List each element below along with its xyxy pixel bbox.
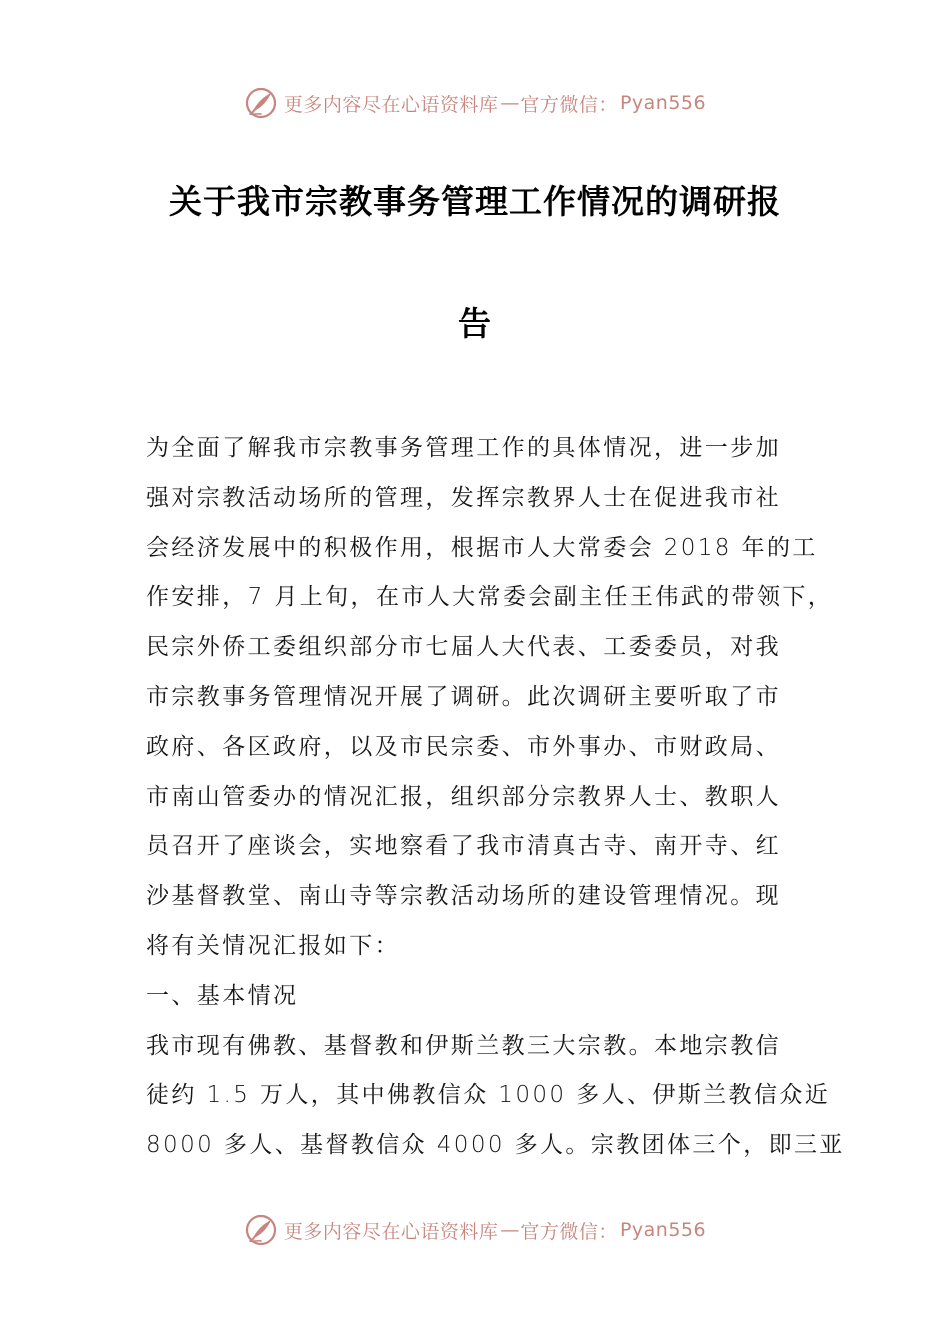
document-body [146,424,845,1171]
footer-watermark [0,1213,950,1247]
body-line: 我市现有佛教、基督教和伊斯兰教三大宗教。本地宗教信 [146,1032,781,1059]
body-line: 员召开了座谈会，实地察看了我市清真古寺、南开寺、红 [146,833,781,860]
body-line: 徒约 1.5 万人，其中佛教信众 1000 多人、伊斯兰教信众近 [146,1082,831,1109]
body-line: 作安排，7 月上旬，在市人大常委会副主任王伟武的带领下， [146,584,834,611]
section-heading: 一、基本情况 [146,982,299,1009]
body-line: 沙基督教堂、南山寺等宗教活动场所的建设管理情况。现 [146,883,781,910]
watermark-label: 官方微信： [520,93,618,116]
quill-pen-logo-icon [244,86,278,120]
quill-pen-logo-icon [244,1213,278,1247]
document-title-line-2: 告 [458,304,492,343]
watermark-wechat-id: Pyan556 [619,92,707,114]
body-line: 市南山管委办的情况汇报，组织部分宗教界人士、教职人 [146,783,781,810]
watermark-wechat-id: Pyan556 [619,1219,707,1241]
watermark-brand: 更多内容尽在心语资料库 [283,93,499,116]
body-line: 将有关情况汇报如下： [146,932,400,959]
body-line: 民宗外侨工委组织部分市七届人大代表、工委委员，对我 [146,634,781,661]
body-line: 为全面了解我市宗教事务管理工作的具体情况，进一步加 [146,435,781,461]
watermark-separator: — [500,1219,519,1241]
body-line: 8000 多人、基督教信众 4000 多人。宗教团体三个，即三亚 [146,1132,845,1159]
watermark-label: 官方微信： [520,1220,618,1243]
watermark-separator: — [500,92,519,114]
document-title-line-1: 关于我市宗教事务管理工作情况的调研报 [169,182,781,221]
header-watermark [0,86,950,120]
body-line: 会经济发展中的积极作用，根据市人大常委会 2018 年的工 [146,534,818,561]
body-line: 市宗教事务管理情况开展了调研。此次调研主要听取了市 [146,683,781,710]
watermark-brand: 更多内容尽在心语资料库 [283,1220,499,1243]
body-line: 政府、各区政府，以及市民宗委、市外事办、市财政局、 [146,733,781,760]
body-line: 强对宗教活动场所的管理，发挥宗教界人士在促进我市社 [146,484,781,511]
